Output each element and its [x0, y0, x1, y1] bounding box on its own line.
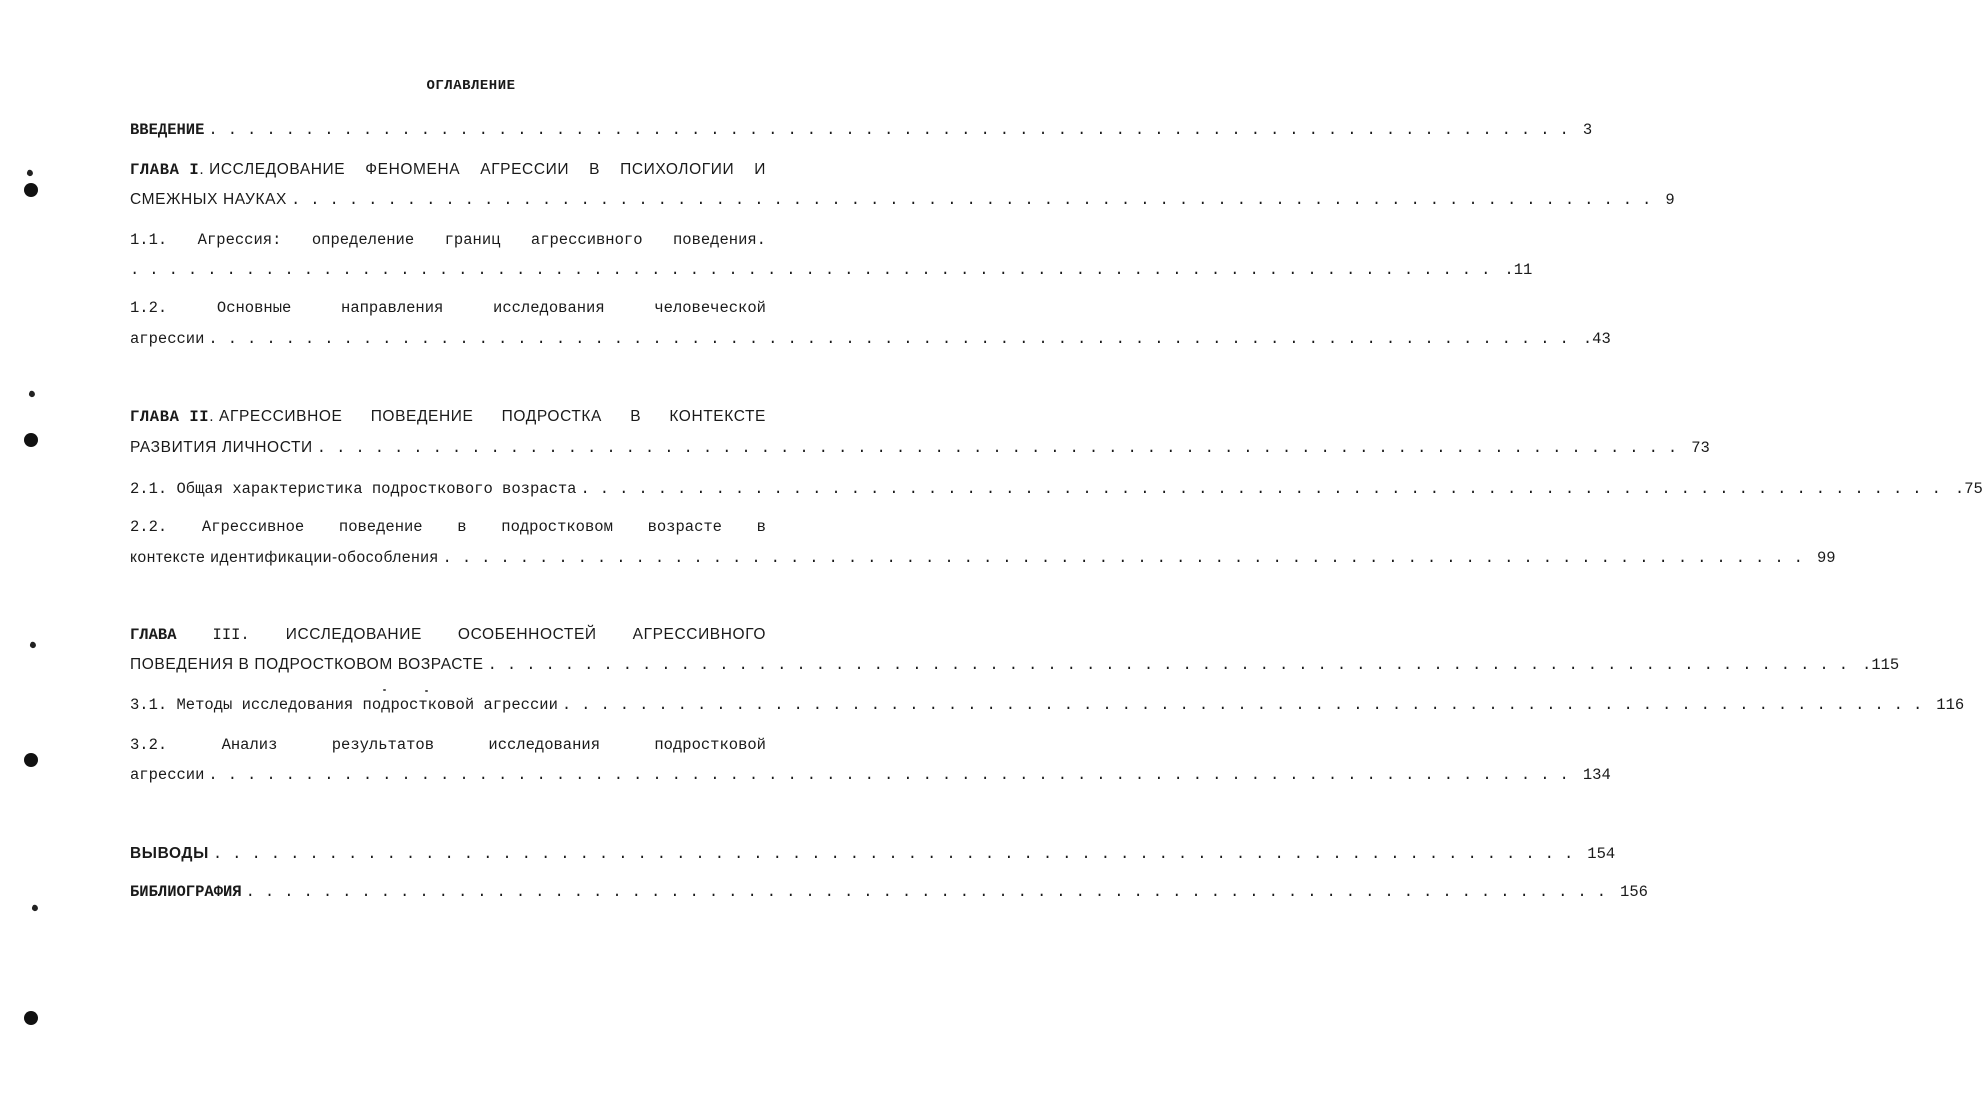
entry-word: возрасте — [647, 518, 722, 536]
toc-entry-chapter-1 — [130, 160, 766, 180]
entry-word: исследования — [488, 736, 601, 754]
entry-label: 2.1. Общая характеристика подросткового возраста — [130, 480, 577, 498]
toc-entry-3-2 — [130, 735, 766, 755]
scan-speck — [29, 641, 37, 649]
entry-word: в — [756, 518, 766, 536]
dot-leader: ....................................................................... — [208, 766, 1579, 784]
toc-entry-2-2 — [130, 517, 766, 537]
page-number: .115 — [1862, 656, 1900, 674]
entry-label: СМЕЖНЫХ НАУКАХ — [130, 191, 287, 208]
entry-word: подростковом — [501, 518, 613, 536]
toc-entry-conclusions — [130, 844, 1616, 864]
entry-word: КОНТЕКСТЕ — [669, 408, 766, 425]
entry-word: ФЕНОМЕНА — [365, 161, 461, 178]
page-number: 116 — [1936, 696, 1965, 714]
toc-entry-chapter-1-cont — [130, 190, 1675, 210]
entry-label: ПОВЕДЕНИЯ В ПОДРОСТКОВОМ ВОЗРАСТЕ — [130, 656, 484, 673]
entry-label: агрессии — [130, 330, 205, 348]
page-title: ОГЛАВЛЕНИЕ — [426, 78, 516, 94]
page-number: .75 — [1954, 480, 1983, 498]
page-number: 73 — [1691, 439, 1710, 457]
entry-word: Анализ — [221, 736, 278, 754]
page-number: 156 — [1620, 883, 1648, 901]
scan-speck — [26, 169, 34, 177]
entry-word: подростковой — [654, 736, 766, 754]
dot-leader: ....................................................................... — [290, 191, 1662, 209]
page-number: 99 — [1816, 549, 1836, 567]
dot-leader: ....................................................................... — [245, 883, 1617, 901]
dot-leader: ....................................................................... — [208, 121, 1579, 139]
entry-word: Агрессивное — [201, 518, 305, 536]
toc-entry-2-2-cont — [130, 548, 1836, 568]
page-number: 9 — [1665, 191, 1675, 209]
entry-word: ОСОБЕННОСТЕЙ — [457, 626, 597, 643]
page-number: .11 — [1504, 261, 1533, 279]
scan-speck — [383, 689, 386, 691]
scan-speck — [425, 690, 428, 692]
dot-leader: ....................................................................... — [208, 330, 1579, 348]
toc-entry-3-1 — [130, 695, 1965, 715]
entry-word: ПОДРОСТКА — [501, 408, 602, 425]
dot-leader: ....................................................................... — [487, 656, 1859, 674]
toc-entry-2-1 — [130, 479, 1983, 499]
entry-word: В — [630, 408, 642, 425]
entry-word: 1.2. — [130, 299, 168, 317]
entry-word: 3.2. — [130, 736, 168, 754]
entry-word: 2.2. — [130, 518, 168, 536]
toc-entry-bibliography — [130, 882, 1648, 902]
binder-hole — [24, 183, 38, 197]
dot-leader: ....................................................................... — [442, 549, 1813, 567]
entry-word: поведение — [338, 518, 423, 536]
toc-entry-1-1 — [130, 230, 766, 250]
entry-word: Основные — [216, 299, 292, 317]
entry-label: БИБЛИОГРАФИЯ — [130, 883, 242, 901]
entry-word: агрессивного — [530, 231, 643, 249]
entry-word: И — [754, 161, 766, 178]
entry-label: РАЗВИТИЯ ЛИЧНОСТИ — [130, 439, 313, 456]
entry-word: АГРЕССИВНОГО — [632, 626, 766, 643]
toc-entry-intro — [130, 120, 1593, 140]
scan-speck — [31, 904, 39, 912]
binder-hole — [24, 753, 38, 767]
page-number: 154 — [1587, 845, 1616, 863]
scan-speck — [28, 390, 36, 398]
page-number: .43 — [1582, 330, 1611, 348]
entry-word: ПОВЕДЕНИЕ — [370, 408, 474, 425]
entry-word: В — [589, 161, 601, 178]
entry-word: ПСИХОЛОГИИ — [620, 161, 735, 178]
dot-leader: ....................................................................... — [130, 261, 1501, 279]
entry-word: . ИССЛЕДОВАНИЕ — [199, 161, 346, 178]
entry-word: направления — [341, 299, 444, 317]
binder-hole — [24, 1011, 38, 1025]
dot-leader: ....................................................................... — [316, 439, 1688, 457]
dot-leader: ....................................................................... — [212, 845, 1584, 863]
toc-entry-1-2-cont — [130, 329, 1611, 349]
toc-entry-chapter-2 — [130, 407, 766, 427]
entry-word: определение — [311, 231, 415, 249]
binder-hole — [24, 433, 38, 447]
chapter-label: ГЛАВА I — [130, 161, 200, 179]
entry-label: контексте идентификации-обособления — [130, 549, 439, 566]
entry-word: исследования — [493, 299, 605, 317]
toc-entry-chapter-3 — [130, 625, 766, 645]
entry-label: ВЫВОДЫ — [130, 845, 209, 862]
toc-entry-1-1-cont — [130, 260, 1533, 280]
entry-word: в — [457, 518, 467, 536]
entry-word: III. — [212, 626, 250, 644]
chapter-label: ГЛАВА — [130, 626, 177, 644]
dot-leader: ....................................................................... — [561, 696, 1933, 714]
dot-leader: ....................................................................... — [580, 480, 1951, 498]
toc-entry-3-2-cont — [130, 765, 1611, 785]
toc-entry-chapter-3-cont — [130, 655, 1900, 675]
entry-label: агрессии — [130, 766, 205, 784]
entry-label: ВВЕДЕНИЕ — [130, 121, 205, 139]
toc-entry-1-2 — [130, 298, 766, 318]
entry-word: АГРЕССИИ — [480, 161, 570, 178]
entry-word: Агрессия: — [197, 231, 282, 249]
entry-word: . АГРЕССИВНОЕ — [209, 408, 343, 425]
entry-word: поведения. — [672, 231, 766, 249]
entry-word: результатов — [331, 736, 435, 754]
entry-label: 3.1. Методы исследования подростковой агрессии — [130, 696, 558, 714]
entry-word: ИССЛЕДОВАНИЕ — [285, 626, 422, 643]
entry-word: человеческой — [654, 299, 766, 317]
toc-entry-chapter-2-cont — [130, 438, 1710, 458]
entry-word: 1.1. — [130, 231, 168, 249]
entry-word: границ — [444, 231, 501, 249]
chapter-label: ГЛАВА II — [130, 408, 210, 426]
page-number: 3 — [1582, 121, 1593, 139]
page-number: 134 — [1582, 766, 1611, 784]
